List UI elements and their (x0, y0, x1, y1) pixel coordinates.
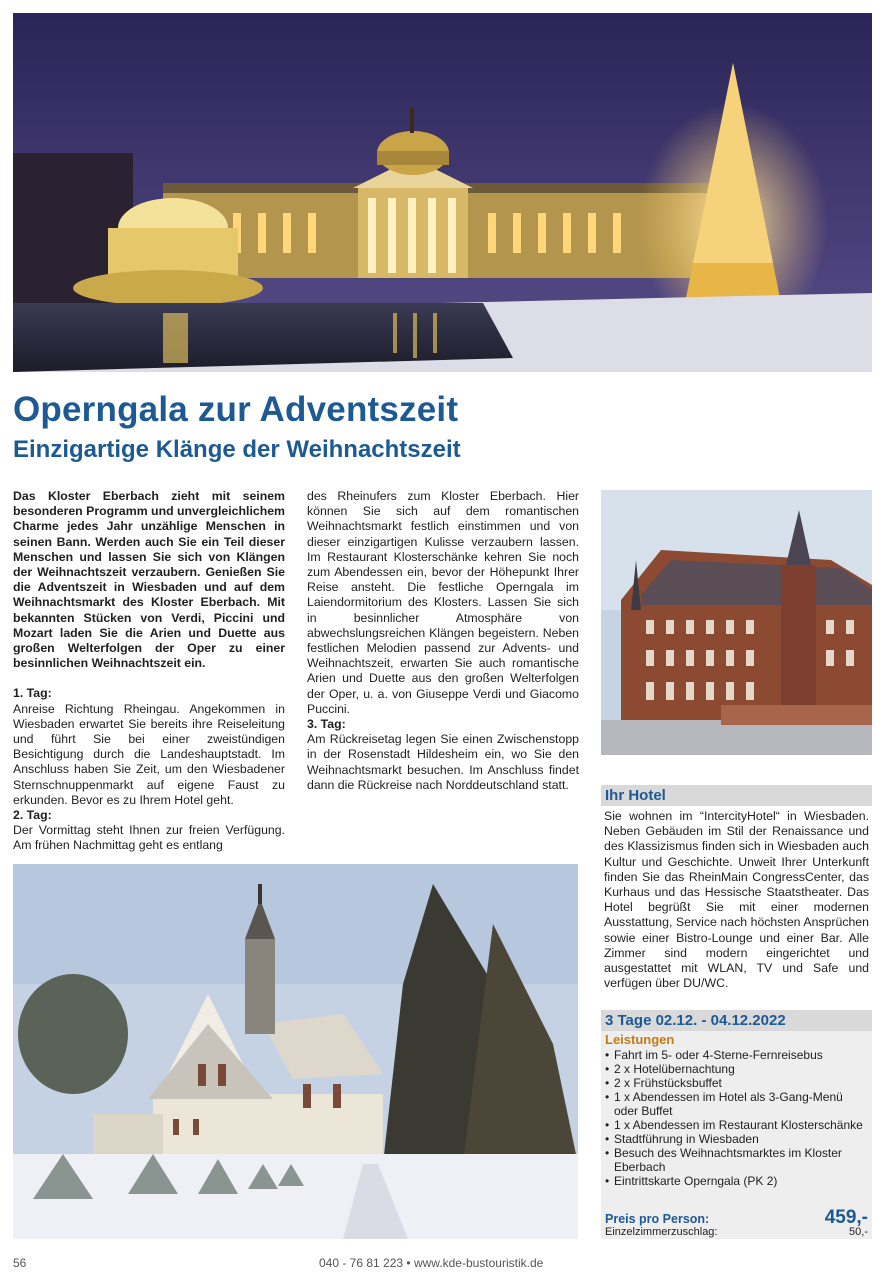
article-column-1 (13, 489, 285, 854)
day-1-label: 1. Tag: (13, 686, 52, 701)
service-item: • Besuch des Weihnachtsmarktes im Kloster Eberbach (605, 1146, 868, 1174)
page-subtitle: Einzigartige Klänge der Weihnachtszeit (13, 436, 461, 463)
day-2-text-continued: des Rheinufers zum Kloster Eberbach. Hier können Sie sich auf dem romantischen Weihnachtsmarkt festlich einstimmen und von dieser einzigartigen Kulisse verzaubern lassen. Im Restaurant Klosterschänke kehren Sie noch zum Abendessen ein, bevor der Höhepunkt Ihrer Reise ansteht. Die festliche Operngala im Laiendormitorium des Klosters. Lassen Sie sich in besinnlicher Atmosphäre von abwechslungsreichen Klängen begeistern. Neben festlichen Melodien passend zur Advents- und Weihnachtszeit, erwarten Sie auch romantische Arien und Duette aus den großen Welterfolgen der Oper, u. a. von Giuseppe Verdi und Giacomo Puccini. (307, 489, 579, 716)
hotel-info-box (601, 785, 872, 991)
supplement-label: Einzelzimmerzuschlag: (605, 1226, 718, 1238)
article-column-2 (307, 489, 579, 793)
supplement-value: 50,- (849, 1226, 868, 1238)
services-heading: Leistungen (605, 1032, 675, 1047)
service-item: • 1 x Abendessen im Restaurant Klosterschänke (605, 1118, 868, 1132)
price-label: Preis pro Person: (605, 1212, 710, 1226)
services-list (601, 1047, 872, 1188)
day-2-text-start: Der Vormittag steht Ihnen zur freien Verfügung. Am frühen Nachmittag geht es entlang (13, 823, 285, 853)
trip-offer-box (601, 1010, 872, 1239)
service-item: • 1 x Abendessen im Hotel als 3-Gang-Menü oder Buffet (605, 1090, 868, 1118)
service-item: • 2 x Frühstücksbuffet (605, 1076, 868, 1090)
kurhaus-night-photo (13, 13, 872, 372)
wiesbaden-townhall-photo (601, 490, 872, 755)
service-item: • 2 x Hotelübernachtung (605, 1062, 868, 1076)
page-title: Operngala zur Adventszeit (13, 390, 459, 429)
price-value: 459,- (824, 1207, 868, 1228)
single-room-supplement-row (605, 1226, 868, 1238)
hotel-description: Sie wohnen im “IntercityHotel“ in Wiesbaden. Neben Gebäuden im Stil der Renaissance und des Klassizismus finden sich in Wiesbaden auch Kultur und Geschichte. Unweit Ihrer Unterkunft finden Sie das RheinMain CongressCenter, das Kurhaus und das Hessische Staatstheater. Das Hotel begrüßt Sie mit einer modernen Ausstattung, Service nach höchsten Ansprüchen sowie einer Bistro-Lounge und einer Bar. Alle Zimmer sind modern eingerichtet und ausgestattet mit WLAN, TV und Safe und verfügen über DU/WC. (604, 809, 869, 991)
day-1-text: Anreise Richtung Rheingau. Angekommen in Wiesbaden erwartet Sie bereits ihre Reiseleitung und führt Sie bei einer zweistündigen Besichtigung durch die Landeshauptstadt. Im Anschluss haben Sie Zeit, um den Wiesbadener Sternschnuppenmarkt auf eigene Faust zu erkunden. Bevor es zu Ihrem Hotel geht. (13, 701, 285, 807)
hotel-heading: Ihr Hotel (601, 785, 872, 806)
day-3-text: Am Rückreisetag legen Sie einen Zwischenstopp in der Rosenstadt Hildesheim ein, wo Sie den Weihnachtsmarkt besuchen. Im Anschluss findet dann die Rückreise nach Norddeutschland statt. (307, 732, 579, 792)
service-item: • Eintrittskarte Operngala (PK 2) (605, 1174, 868, 1188)
page-number: 56 (13, 1256, 27, 1270)
service-item: • Stadtführung in Wiesbaden (605, 1132, 868, 1146)
intro-paragraph: Das Kloster Eberbach zieht mit seinem besonderen Programm und unvergleichlichem Charme jedes Jahr unzählige Menschen in seinen Bann. Werden auch Sie ein Teil dieser Menschen und lassen Sie sich von Klängen der Weihnachtszeit verzaubern. Genießen Sie die Adventszeit in Wiesbaden und auf dem Weihnachtsmarkt des Kloster Eberbach. Mit bekannten Stücken von Verdi, Piccini und Mozart laden Sie die Arien und Duette aus großen Welterfolgen der Oper zu einer besinnlichen Weihnachtszeit ein. (13, 489, 285, 671)
kloster-eberbach-photo (13, 864, 578, 1239)
day-2-label: 2. Tag: (13, 808, 52, 823)
service-item: • Fahrt im 5- oder 4-Sterne-Fernreisebus (605, 1048, 868, 1062)
trip-dates: 3 Tage 02.12. - 04.12.2022 (601, 1010, 872, 1031)
footer-contact: 040 - 76 81 223 • www.kde-bustouristik.de (319, 1256, 544, 1270)
day-3-label: 3. Tag: (307, 717, 346, 732)
